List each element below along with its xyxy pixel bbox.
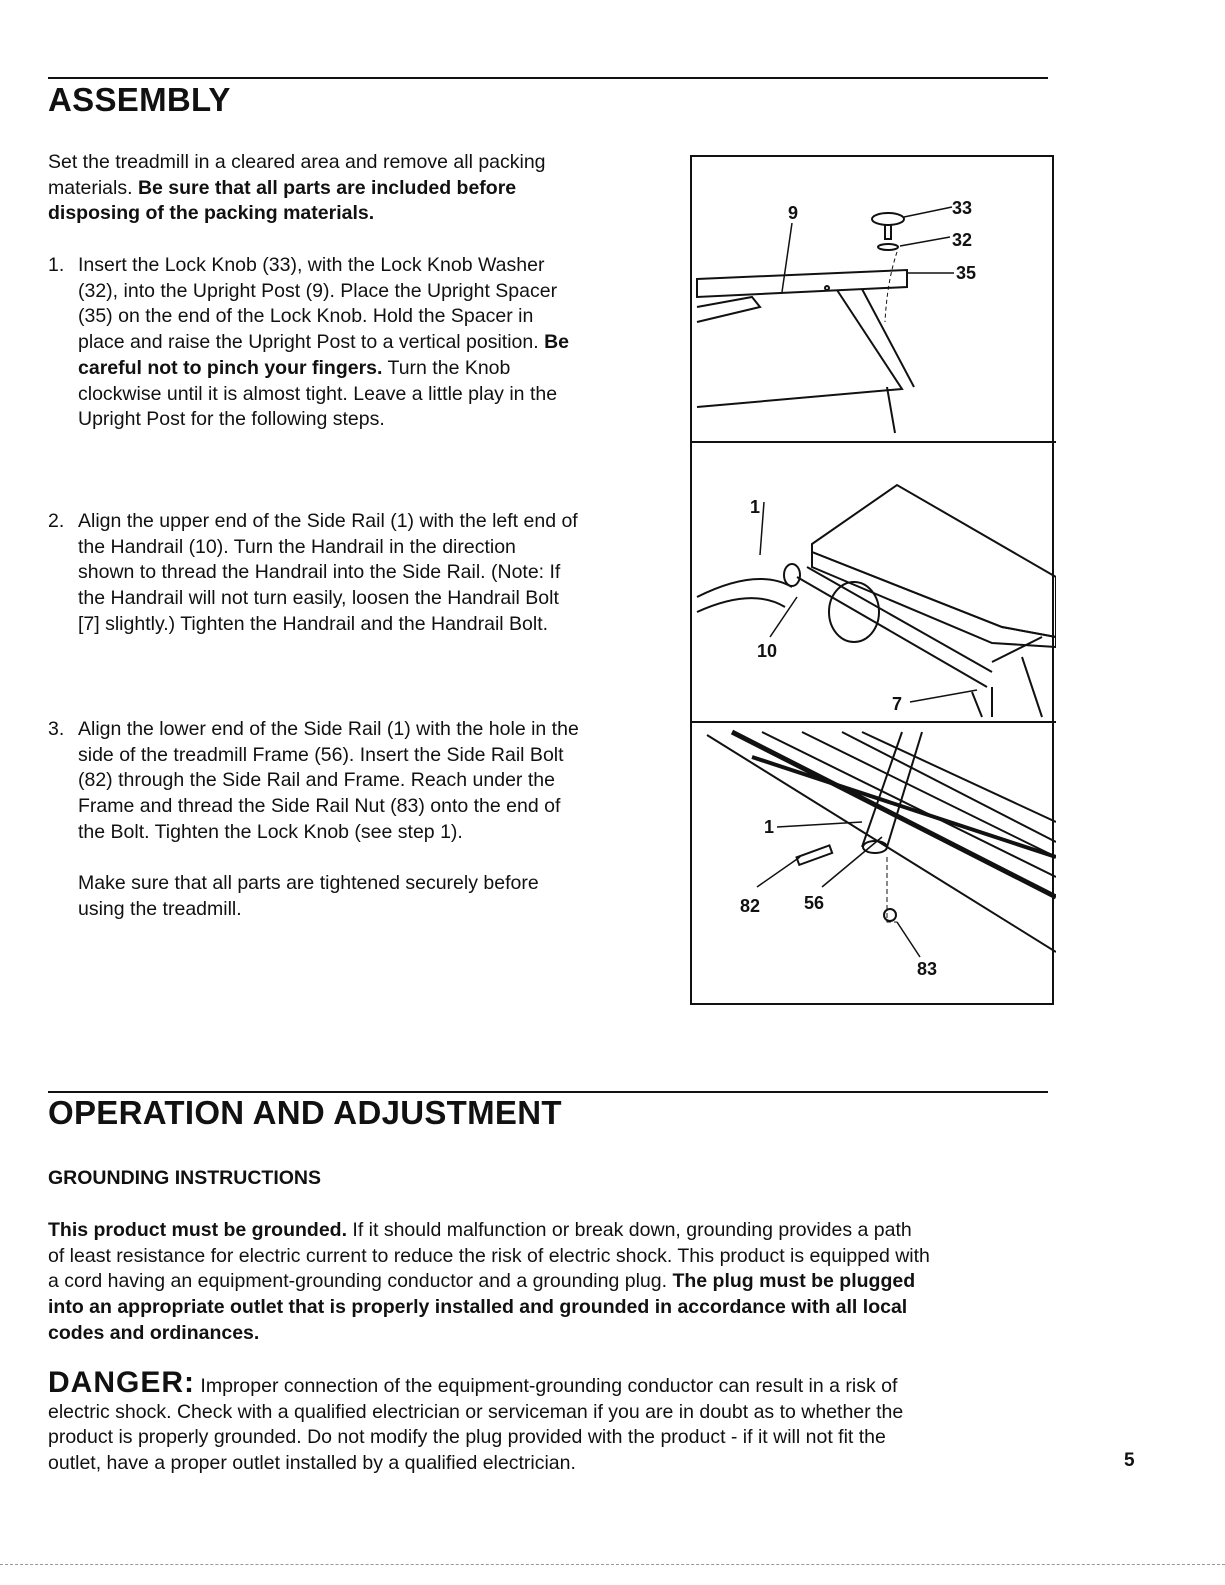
text: Upright Post for the following steps. bbox=[78, 408, 385, 431]
text-line bbox=[48, 1400, 903, 1426]
operation-heading: OPERATION AND ADJUSTMENT bbox=[48, 1094, 562, 1131]
text: Set the treadmill in a cleared area and remove all packing bbox=[48, 151, 546, 173]
text: electric shock. Check with a qualified electrician or serviceman if you are in doubt as to whether the bbox=[48, 1400, 904, 1423]
bold-text: careful not to pinch your fingers. bbox=[78, 356, 383, 379]
step-text bbox=[78, 253, 569, 433]
text: side of the treadmill Frame (56). Insert the Side Rail Bolt bbox=[78, 743, 564, 766]
text: Make sure that all parts are tightened securely before bbox=[78, 872, 539, 894]
text-line bbox=[78, 794, 579, 820]
text: Align the lower end of the Side Rail (1) with the hole in the bbox=[78, 718, 579, 740]
step-text bbox=[78, 509, 578, 638]
text-line bbox=[48, 1425, 903, 1451]
operation-rule bbox=[48, 1091, 1048, 1093]
text-line bbox=[78, 279, 569, 305]
part-label-9: 9 bbox=[788, 203, 799, 223]
text: (32), into the Upright Post (9). Place the Upright Spacer bbox=[78, 279, 558, 302]
text: using the treadmill. bbox=[78, 897, 242, 920]
assembly-figure bbox=[690, 155, 1054, 1005]
step-text bbox=[78, 717, 579, 846]
text: a cord having an equipment-grounding conductor and a grounding plug. bbox=[48, 1270, 673, 1293]
danger-rest bbox=[48, 1400, 903, 1477]
assembly-heading: ASSEMBLY bbox=[48, 81, 231, 118]
text: [7] slightly.) Tighten the Handrail and the Handrail Bolt. bbox=[78, 612, 549, 635]
step-number: 1. bbox=[48, 254, 65, 276]
page-edge bbox=[0, 1564, 1225, 1565]
part-label-35: 35 bbox=[956, 263, 977, 283]
text: the Handrail will not turn easily, loosen the Handrail Bolt bbox=[78, 587, 559, 610]
bold-text: disposing of the packing materials. bbox=[48, 202, 375, 225]
text-line bbox=[78, 871, 539, 897]
step-1 bbox=[48, 253, 570, 433]
part-label-83: 83 bbox=[917, 959, 938, 979]
bold-text: codes and ordinances. bbox=[48, 1321, 260, 1344]
text-line bbox=[78, 407, 569, 433]
text: place and raise the Upright Post to a vertical position. bbox=[78, 331, 545, 354]
text-line bbox=[48, 1269, 930, 1295]
assembly-diagram bbox=[692, 157, 1056, 1007]
step-number: 3. bbox=[48, 718, 65, 740]
text: (35) on the end of the Lock Knob. Hold the Spacer in bbox=[78, 305, 534, 328]
text: Align the upper end of the Side Rail (1) with the left end of bbox=[78, 510, 578, 532]
text-line bbox=[78, 743, 579, 769]
bold-text: The plug must be plugged bbox=[672, 1270, 916, 1293]
text: shown to thread the Handrail into the Side Rail. (Note: If bbox=[78, 561, 561, 584]
bold-text: into an appropriate outlet that is properly installed and grounded in accordance with all local bbox=[48, 1296, 908, 1319]
danger-paragraph bbox=[48, 1366, 904, 1477]
text-line bbox=[78, 820, 579, 846]
text-line bbox=[78, 382, 569, 408]
text: outlet, have a proper outlet installed by a qualified electrician. bbox=[48, 1452, 576, 1475]
assembly-closing bbox=[78, 871, 539, 922]
part-label-10: 10 bbox=[757, 641, 778, 661]
text-line bbox=[78, 717, 579, 743]
part-label-1: 1 bbox=[750, 497, 761, 517]
text: product is properly grounded. Do not modify the plug provided with the product - if it will not fit the bbox=[48, 1426, 886, 1449]
grounding-paragraph bbox=[48, 1218, 930, 1347]
text: If it should malfunction or break down, grounding provides a path bbox=[347, 1219, 912, 1241]
danger-first-line bbox=[48, 1366, 903, 1400]
part-label-56: 56 bbox=[804, 893, 825, 913]
part-label-32: 32 bbox=[952, 230, 973, 250]
text-line bbox=[48, 150, 546, 176]
assembly-rule bbox=[48, 77, 1048, 79]
part-label-7: 7 bbox=[892, 694, 903, 714]
text-line bbox=[78, 356, 569, 382]
part-label-1: 1 bbox=[764, 817, 775, 837]
part-label-82: 82 bbox=[740, 896, 761, 916]
part-label-33: 33 bbox=[952, 198, 973, 218]
text-line bbox=[48, 1321, 930, 1347]
text: the Handrail (10). Turn the Handrail in the direction bbox=[78, 535, 516, 558]
text-line bbox=[78, 253, 569, 279]
bold-text: Be bbox=[544, 331, 570, 354]
text: Turn the Knob bbox=[382, 356, 511, 379]
step-2 bbox=[48, 509, 578, 638]
text-line bbox=[48, 1244, 930, 1270]
bold-text: This product must be grounded. bbox=[48, 1219, 347, 1241]
text: clockwise until it is almost tight. Leave a little play in the bbox=[78, 382, 558, 405]
text-line bbox=[48, 201, 546, 227]
text-line bbox=[78, 560, 578, 586]
text-line bbox=[78, 509, 578, 535]
text: of least resistance for electric current to reduce the risk of electric shock. This product is equipped with bbox=[48, 1244, 930, 1267]
text-line bbox=[78, 612, 578, 638]
text-line bbox=[48, 1451, 903, 1477]
text-line bbox=[78, 586, 578, 612]
assembly-intro bbox=[48, 150, 546, 227]
danger-label: DANGER: bbox=[48, 1366, 195, 1399]
text-line bbox=[48, 176, 546, 202]
text-line bbox=[78, 897, 539, 923]
text-line bbox=[78, 535, 578, 561]
step-3 bbox=[48, 717, 579, 846]
text-line bbox=[48, 1295, 930, 1321]
text-line bbox=[78, 768, 579, 794]
text: materials. bbox=[48, 176, 138, 199]
text: (82) through the Side Rail and Frame. Reach under the bbox=[78, 769, 555, 792]
text: Frame and thread the Side Rail Nut (83) onto the end of bbox=[78, 795, 561, 818]
page-number: 5 bbox=[1124, 1450, 1135, 1471]
grounding-subheading: GROUNDING INSTRUCTIONS bbox=[48, 1167, 321, 1189]
bold-text: Be sure that all parts are included before bbox=[137, 176, 517, 199]
text-line bbox=[48, 1218, 930, 1244]
text-line bbox=[78, 330, 569, 356]
text: Insert the Lock Knob (33), with the Lock Knob Washer bbox=[78, 254, 545, 276]
step-number: 2. bbox=[48, 510, 65, 532]
text-line bbox=[78, 304, 569, 330]
text: the Bolt. Tighten the Lock Knob (see step 1). bbox=[78, 820, 463, 843]
danger-text: Improper connection of the equipment-grounding conductor can result in a risk of bbox=[195, 1375, 898, 1397]
